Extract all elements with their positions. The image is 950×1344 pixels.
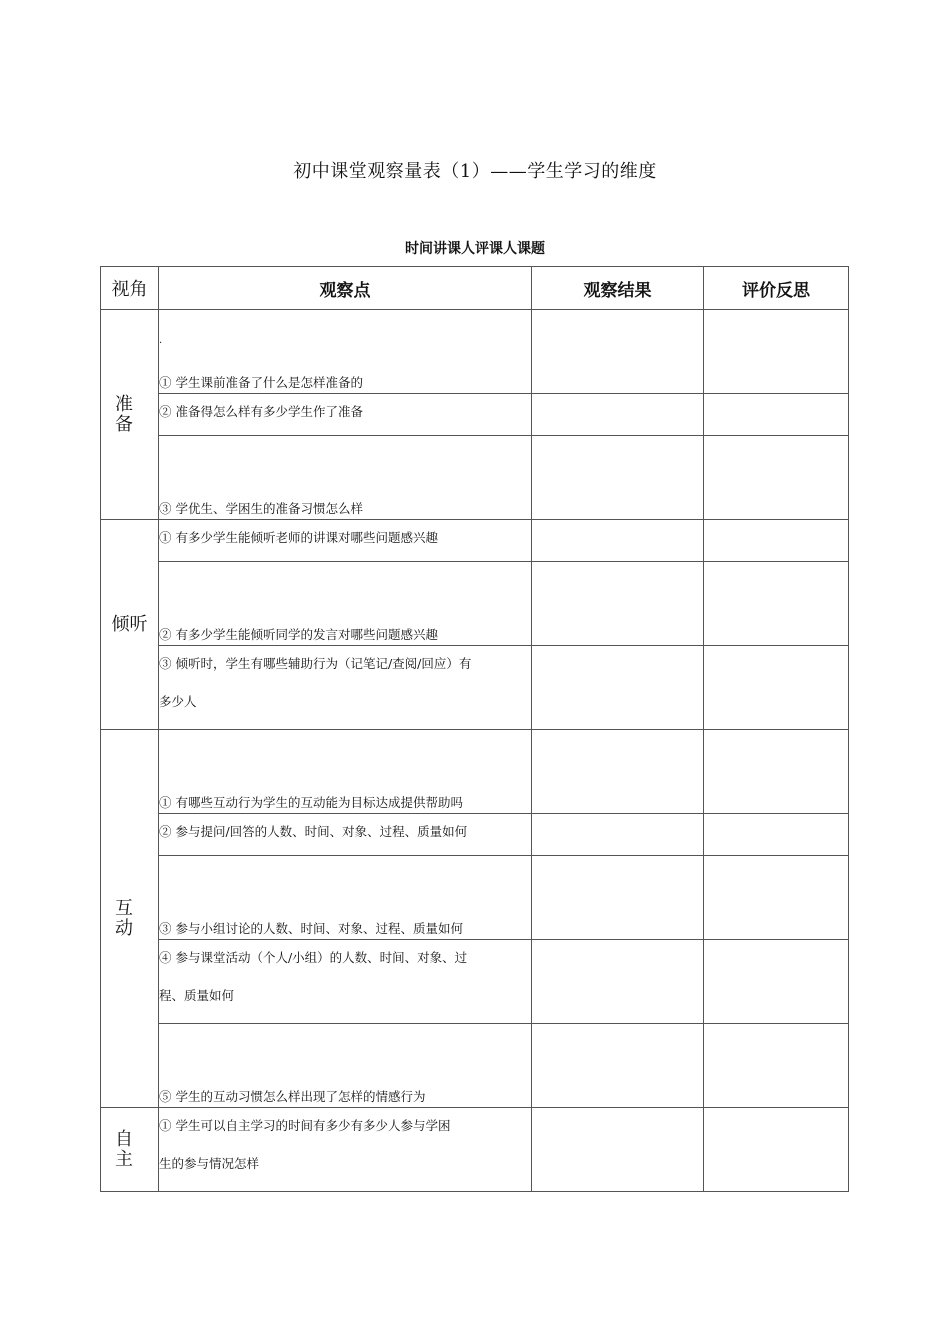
observation-point: ③ 倾听时，学生有哪些辅助行为（记笔记/查阅/回应）有 多少人 [159,646,532,730]
result-cell[interactable] [532,394,704,436]
observation-point: ② 参与提问/回答的人数、时间、对象、过程、质量如何 [159,814,532,856]
table-row [101,1024,849,1108]
reflection-cell[interactable] [704,562,849,646]
table-header-row [101,267,849,310]
table-row [101,730,849,814]
header-result: 观察结果 [532,267,704,310]
page-title: 初中课堂观察量表（1）——学生学习的维度 [293,161,657,182]
table-row [101,310,849,394]
table-row [101,394,849,436]
result-cell[interactable] [532,1108,704,1192]
result-cell[interactable] [532,1024,704,1108]
result-cell[interactable] [532,310,704,394]
result-cell[interactable] [532,856,704,940]
reflection-cell[interactable] [704,856,849,940]
reflection-cell[interactable] [704,436,849,520]
table-row [101,646,849,730]
result-cell[interactable] [532,814,704,856]
reflection-cell[interactable] [704,646,849,730]
observation-point: . ① 学生课前准备了什么是怎样准备的 [159,310,532,394]
header-point: 观察点 [159,267,532,310]
observation-point: ⑤ 学生的互动习惯怎么样出现了怎样的情感行为 [159,1024,532,1108]
observation-table [100,266,849,1192]
result-cell[interactable] [532,520,704,562]
table-row [101,856,849,940]
dimension-interact: 互 动 [101,730,159,1108]
header-dimension: 视角 [101,267,159,310]
meta-line: 时间讲课人评课人课题 [405,241,545,257]
result-cell[interactable] [532,436,704,520]
dimension-prep: 准 备 [101,310,159,520]
observation-point: ① 有多少学生能倾听老师的讲课对哪些问题感兴趣 [159,520,532,562]
reflection-cell[interactable] [704,730,849,814]
reflection-cell[interactable] [704,814,849,856]
reflection-cell[interactable] [704,520,849,562]
table-row [101,562,849,646]
reflection-cell[interactable] [704,394,849,436]
observation-point: ③ 参与小组讨论的人数、时间、对象、过程、质量如何 [159,856,532,940]
result-cell[interactable] [532,730,704,814]
reflection-cell[interactable] [704,1024,849,1108]
reflection-cell[interactable] [704,1108,849,1192]
result-cell[interactable] [532,562,704,646]
observation-point: ② 有多少学生能倾听同学的发言对哪些问题感兴趣 [159,562,532,646]
table-row [101,814,849,856]
table-row [101,940,849,1024]
table-row [101,436,849,520]
dimension-listen: 倾听 [101,520,159,730]
observation-point: ② 准备得怎么样有多少学生作了准备 [159,394,532,436]
result-cell[interactable] [532,646,704,730]
result-cell[interactable] [532,940,704,1024]
reflection-cell[interactable] [704,310,849,394]
observation-point: ① 学生可以自主学习的时间有多少有多少人参与学困 生的参与情况怎样 [159,1108,532,1192]
dimension-autonomy: 自 主 [101,1108,159,1192]
observation-point: ① 有哪些互动行为学生的互动能为目标达成提供帮助吗 [159,730,532,814]
table-row [101,1108,849,1192]
observation-point: ④ 参与课堂活动（个人/小组）的人数、时间、对象、过 程、质量如何 [159,940,532,1024]
table-row [101,520,849,562]
observation-point: ③ 学优生、学困生的准备习惯怎么样 [159,436,532,520]
reflection-cell[interactable] [704,940,849,1024]
header-reflection: 评价反思 [704,267,849,310]
